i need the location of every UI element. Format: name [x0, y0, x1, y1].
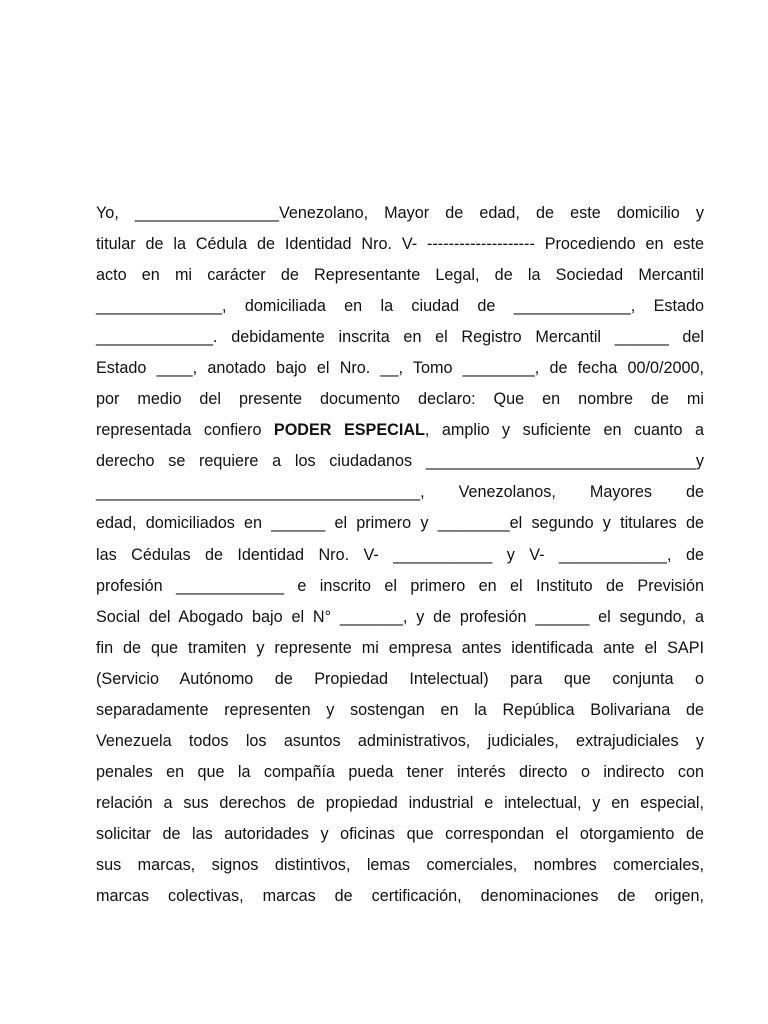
text-line: separadamente representen y sostengan en la República Bolivariana de — [96, 700, 704, 719]
text-line: ______________, domiciliada en la ciudad de _____________, Estado — [96, 297, 704, 316]
text-line: fin de que tramiten y represente mi empresa antes identificada ante el SAPI — [96, 638, 704, 657]
text-line: penales en que la compañía pueda tener interés directo o indirecto con — [96, 762, 704, 781]
text-line: titular de la Cédula de Identidad Nro. V- -------------------- Procediendo en este — [96, 235, 704, 254]
text-line: relación a sus derechos de propiedad industrial e intelectual, y en especial, — [96, 793, 704, 812]
text-line: edad, domiciliados en ______ el primero y ________el segundo y titulares de — [96, 514, 704, 533]
text-line: representada confiero PODER ESPECIAL, amplio y suficiente en cuanto a — [96, 421, 704, 440]
text-line: profesión ____________ e inscrito el primero en el Instituto de Previsión — [96, 576, 704, 595]
text-line: sus marcas, signos distintivos, lemas comerciales, nombres comerciales, — [96, 855, 704, 874]
text-line: las Cédulas de Identidad Nro. V- ___________ y V- ____________, de — [96, 545, 704, 564]
text-line: Yo, ________________Venezolano, Mayor de edad, de este domicilio y — [96, 204, 704, 222]
text-line: Social del Abogado bajo el N° _______, y de profesión ______ el segundo, a — [96, 607, 704, 626]
text-line: ____________________________________, Venezolanos, Mayores de — [96, 483, 704, 502]
power-of-attorney-text — [96, 198, 704, 912]
text-line: Estado ____, anotado bajo el Nro. __, Tomo ________, de fecha 00/0/2000, — [96, 359, 704, 378]
text-line: _____________. debidamente inscrita en el Registro Mercantil ______ del — [96, 328, 704, 347]
bold-phrase: PODER ESPECIAL — [273, 421, 425, 440]
text-line: acto en mi carácter de Representante Legal, de la Sociedad Mercantil — [96, 266, 704, 285]
text-line: solicitar de las autoridades y oficinas que correspondan el otorgamiento de — [96, 824, 704, 843]
text-line: Venezuela todos los asuntos administrativos, judiciales, extrajudiciales y — [96, 731, 704, 750]
text-line: marcas colectivas, marcas de certificación, denominaciones de origen, — [96, 887, 704, 906]
text-line: por medio del presente documento declaro: Que en nombre de mi — [96, 390, 704, 409]
text-line: derecho se requiere a los ciudadanos ______________________________y — [96, 452, 704, 471]
text-line: (Servicio Autónomo de Propiedad Intelectual) para que conjunta o — [96, 669, 704, 688]
